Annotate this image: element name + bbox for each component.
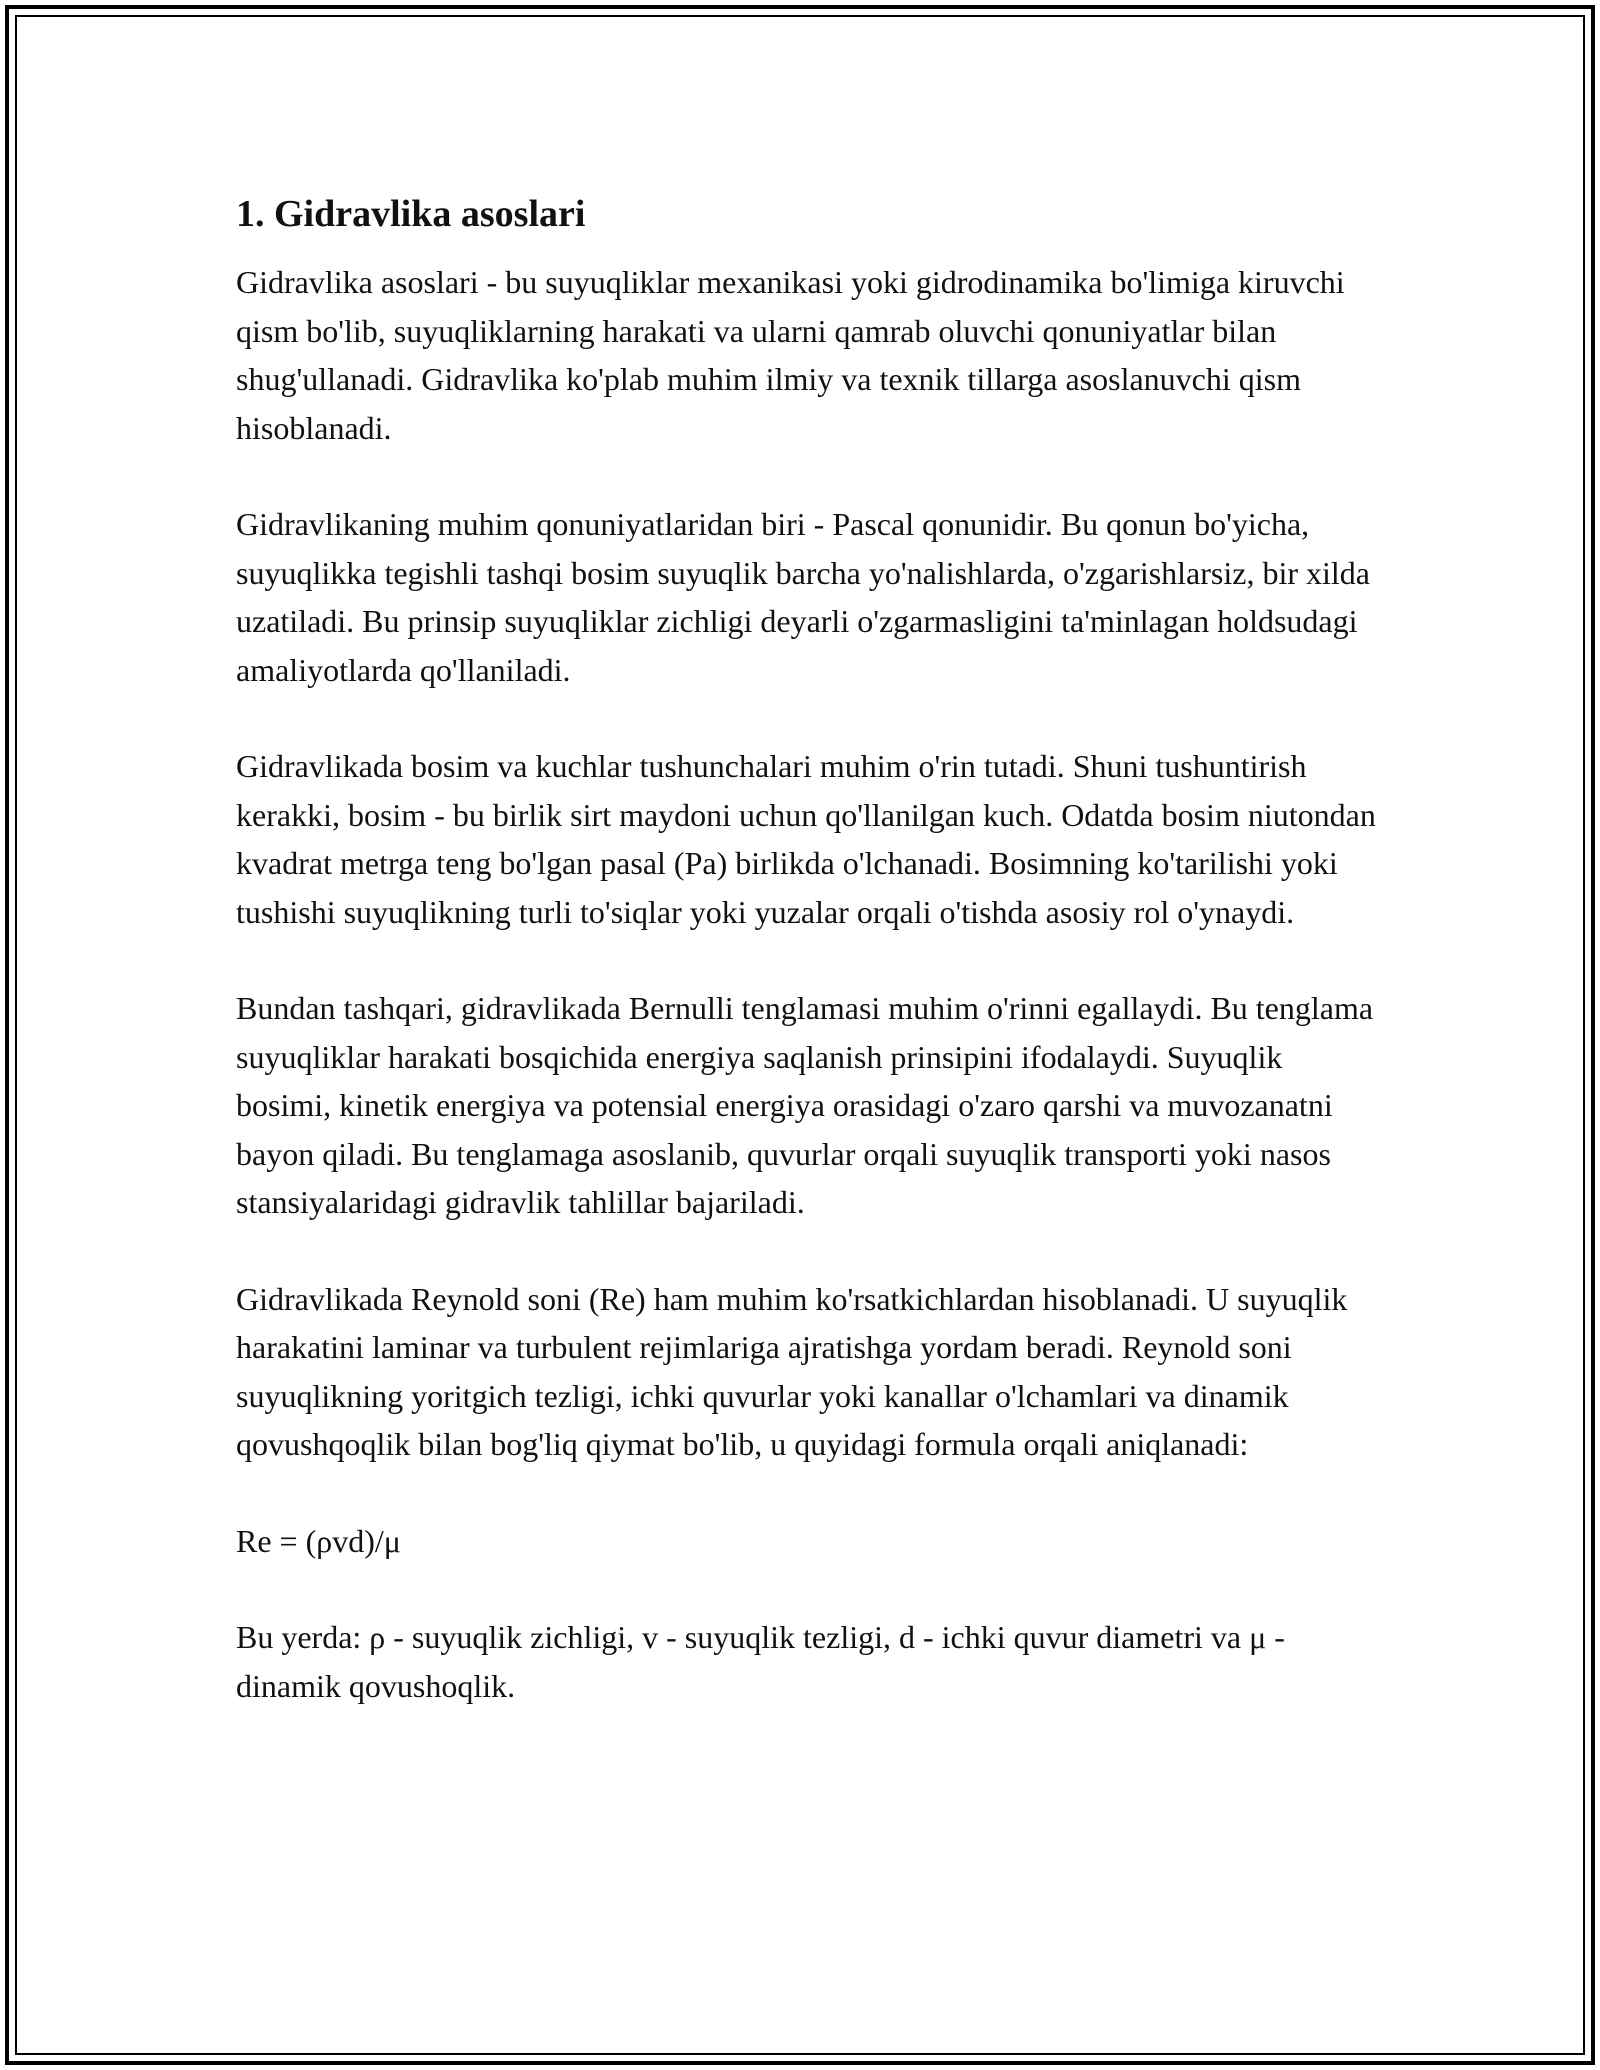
paragraph-definitions: Bu yerda: ρ - suyuqlik zichligi, v - suyuqlik tezligi, d - ichki quvur diametri va μ - dinamik qovushoqlik. xyxy=(236,1619,1285,1704)
paragraph-intro: Gidravlika asoslari - bu suyuqliklar mexanikasi yoki gidrodinamika bo'limiga kiruvchi qism bo'lib, suyuqliklarning harakati va ularni qamrab oluvchi qonuniyatlar bilan shug'ullanadi. Gidravlika ko'plab muhim ilmiy va texnik tillarga asoslanuvchi qism hisoblanadi. xyxy=(236,264,1345,446)
section-title: 1. Gidravlika asoslari xyxy=(236,193,586,235)
paragraph-pascal: Gidravlikaning muhim qonuniyatlaridan biri - Pascal qonunidir. Bu qonun bo'yicha, suyuqlikka tegishli tashqi bosim suyuqlik barcha yo'nalishlarda, o'zgarishlarsiz, bir xilda uzatiladi. Bu prinsip suyuqliklar zichligi deyarli o'zgarmasligini ta'minlagan holdsudagi amaliyotlarda qo'llaniladi. xyxy=(236,506,1370,688)
paragraph-reynolds: Gidravlikada Reynold soni (Re) ham muhim ko'rsatkichlardan hisoblanadi. U suyuqlik harakatini laminar va turbulent rejimlariga ajratishga yordam beradi. Reynold soni suyuqlikning yoritgich tezligi, ichki quvurlar yoki kanallar o'lchamlari va dinamik qovushqoqlik bilan bog'liq qiymat bo'lib, u quyidagi formula orqali aniqlanadi: xyxy=(236,1280,1348,1462)
paragraph-pressure: Gidravlikada bosim va kuchlar tushunchalari muhim o'rin tutadi. Shuni tushuntirish kerakki, bosim - bu birlik sirt maydoni uchun qo'llanilgan kuch. Odatda bosim niutondan kvadrat metrga teng bo'lgan pasal (Pa) birlikda o'lchanadi. Bosimning ko'tarilishi yoki tushishi suyuqlikning turli to'siqlar yoki yuzalar orqali o'tishda asosiy rol o'ynaydi. xyxy=(236,748,1376,930)
paragraph-bernoulli: Bundan tashqari, gidravlikada Bernulli tenglamasi muhim o'rinni egallaydi. Bu tenglama suyuqliklar harakati bosqichida energiya saqlanish prinsipini ifodalaydi. Suyuqlik bosimi, kinetik energiya va potensial energiya orasidagi o'zaro qarshi va muvozanatni bayon qiladi. Bu tenglamaga asoslanib, quvurlar orqali suyuqlik transporti yoki nasos stansiyalaridagi gidravlik tahlillar bajariladi. xyxy=(236,990,1374,1220)
formula-reynolds: Re = (ρvd)/μ xyxy=(236,1522,401,1559)
document-body xyxy=(236,186,1376,1758)
